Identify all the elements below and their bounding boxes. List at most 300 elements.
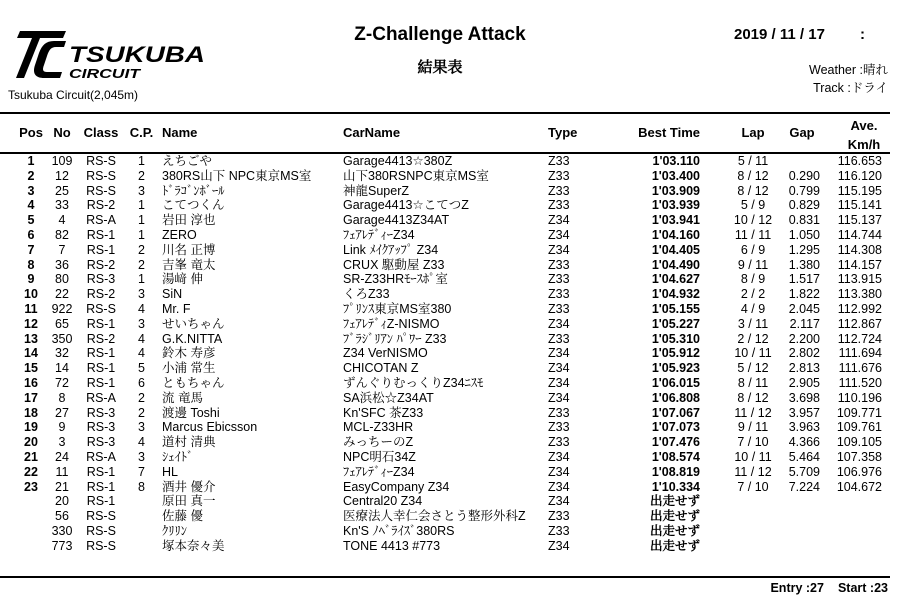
class-position-cell: 2 xyxy=(138,390,145,405)
driver-name-cell: 酒井 優介 xyxy=(162,479,216,494)
circuit-name: Tsukuba Circuit(2,045m) xyxy=(8,88,139,102)
gap-cell: 4.366 xyxy=(788,435,820,450)
top-rule xyxy=(0,112,890,114)
car-name-cell: EasyCompany Z34 xyxy=(343,479,450,494)
best-lap-cell: 8 / 12 xyxy=(737,183,769,198)
gap-cell: 2.200 xyxy=(788,331,820,346)
best-lap-cell: 9 / 11 xyxy=(737,420,769,435)
car-type-cell: Z34 xyxy=(548,227,570,242)
best-lap-cell: 8 / 11 xyxy=(737,375,769,390)
table-row xyxy=(0,302,900,317)
column-header-carname: CarName xyxy=(343,125,401,140)
class-cell: RS-1 xyxy=(86,316,116,331)
car-number-cell: 773 xyxy=(51,538,73,553)
class-position-cell xyxy=(128,524,155,539)
driver-name-cell: ｸﾘﾘﾝ xyxy=(162,523,188,538)
average-speed-cell: 109.105 xyxy=(836,435,882,450)
car-number-cell: 9 xyxy=(58,420,66,435)
car-type-cell: Z33 xyxy=(548,183,570,198)
driver-name-cell: 380RS山下 NPC東京MS室 xyxy=(162,168,312,183)
best-lap-cell xyxy=(724,509,782,524)
position-cell: 1 xyxy=(27,154,35,168)
table-row xyxy=(0,198,900,213)
car-name-cell: Z34 VerNISMO xyxy=(343,346,428,361)
gap-cell xyxy=(782,524,820,539)
best-time-cell: 1'06.808 xyxy=(651,390,700,405)
class-position-cell: 4 xyxy=(138,346,145,361)
car-name-cell: ﾌﾟﾘﾝｽ東京MS室380 xyxy=(343,301,452,316)
class-position-cell: 2 xyxy=(138,405,145,420)
best-lap-cell: 8 / 12 xyxy=(737,168,769,183)
best-lap-cell: 4 / 9 xyxy=(740,301,766,316)
class-position-cell: 1 xyxy=(138,272,145,287)
best-lap-cell: 10 / 12 xyxy=(733,213,773,228)
class-position-cell: 1 xyxy=(138,213,145,228)
position-cell: 6 xyxy=(27,227,35,242)
position-cell: 11 xyxy=(24,301,38,316)
position-cell xyxy=(14,539,48,554)
car-name-cell: MCL-Z33HR xyxy=(343,420,414,435)
driver-name-cell: 鈴木 寿彦 xyxy=(162,346,216,361)
average-speed-cell: 111.676 xyxy=(838,361,882,376)
driver-name-cell: こてつくん xyxy=(162,198,225,213)
position-cell: 16 xyxy=(24,375,38,390)
car-type-cell: Z34 xyxy=(548,316,570,331)
car-type-cell: Z33 xyxy=(548,301,570,316)
class-position-cell: 2 xyxy=(138,168,145,183)
class-position-cell: 3 xyxy=(138,316,145,331)
gap-cell: 2.905 xyxy=(788,375,820,390)
average-speed-cell xyxy=(826,524,882,539)
car-type-cell: Z34 xyxy=(548,538,570,553)
car-name-cell: TONE 4413 #773 xyxy=(343,538,441,553)
best-lap-cell: 8 / 12 xyxy=(737,390,769,405)
gap-cell: 1.517 xyxy=(788,272,820,287)
car-name-cell: CHICOTAN Z xyxy=(343,361,419,376)
column-header-lap: Lap xyxy=(741,125,765,140)
gap-cell: 0.290 xyxy=(788,168,820,183)
class-position-cell: 4 xyxy=(138,331,145,346)
class-cell: RS-S xyxy=(86,168,116,183)
gap-cell: 0.831 xyxy=(788,213,820,228)
best-time-cell: 1'05.912 xyxy=(651,346,700,361)
logo-wordmark-tsukuba: TSUKUBA xyxy=(69,42,205,67)
column-header-no: No xyxy=(53,125,71,140)
class-position-cell: 1 xyxy=(138,154,145,168)
class-position-cell: 8 xyxy=(138,479,145,494)
car-name-cell: ﾌｪｱﾚﾃﾞｨｰZ34 xyxy=(343,464,415,479)
average-speed-cell: 109.771 xyxy=(836,405,882,420)
car-number-cell: 33 xyxy=(55,198,69,213)
average-speed-cell: 107.358 xyxy=(836,449,882,464)
gap-cell xyxy=(782,494,820,509)
position-cell: 2 xyxy=(27,168,35,183)
car-type-cell: Z33 xyxy=(548,523,570,538)
best-time-cell: 1'07.476 xyxy=(651,435,700,450)
gap-cell: 0.799 xyxy=(788,183,820,198)
best-lap-cell: 2 / 2 xyxy=(740,287,766,302)
car-number-cell: 20 xyxy=(55,494,69,509)
best-time-cell: 1'10.334 xyxy=(651,479,700,494)
best-time-cell: 1'05.310 xyxy=(651,331,700,346)
table-row xyxy=(0,494,900,509)
best-time-cell: 出走せず xyxy=(649,509,700,524)
car-number-cell: 11 xyxy=(55,464,69,479)
driver-name-cell: HL xyxy=(162,464,178,479)
best-lap-cell: 5 / 9 xyxy=(740,198,766,213)
gap-cell: 2.117 xyxy=(789,316,820,331)
class-cell: RS-3 xyxy=(86,272,116,287)
table-row xyxy=(0,228,900,243)
bottom-rule xyxy=(0,576,890,578)
best-time-cell: 出走せず xyxy=(649,538,700,553)
car-number-cell: 330 xyxy=(51,523,73,538)
class-position-cell: 7 xyxy=(138,464,145,479)
class-position-cell: 3 xyxy=(138,287,145,302)
best-lap-cell xyxy=(724,524,782,539)
class-position-cell: 3 xyxy=(138,420,145,435)
average-speed-cell xyxy=(826,494,882,509)
gap-cell: 5.709 xyxy=(788,464,820,479)
table-row xyxy=(0,480,900,495)
car-type-cell: Z34 xyxy=(548,361,570,376)
table-row xyxy=(0,317,900,332)
class-position-cell: 2 xyxy=(138,257,145,272)
driver-name-cell: SiN xyxy=(162,287,183,302)
car-name-cell: Link ﾒｲｸｱｯﾌﾟ Z34 xyxy=(343,242,439,257)
class-position-cell: 1 xyxy=(138,198,145,213)
driver-name-cell: えちごや xyxy=(162,154,213,168)
best-lap-cell: 8 / 9 xyxy=(740,272,766,287)
class-cell: RS-1 xyxy=(86,479,116,494)
best-lap-cell: 11 / 12 xyxy=(734,405,772,420)
average-speed-cell: 111.694 xyxy=(838,346,882,361)
event-title: Z-Challenge Attack xyxy=(354,24,526,45)
tsukuba-circuit-logo xyxy=(8,28,208,82)
class-position-cell: 6 xyxy=(138,375,145,390)
car-number-cell: 7 xyxy=(58,242,66,257)
driver-name-cell: ﾄﾞﾗｺﾞﾝﾎﾞｰﾙ xyxy=(162,183,225,198)
average-speed-cell: 110.196 xyxy=(837,390,882,405)
car-number-cell: 350 xyxy=(51,331,73,346)
best-lap-cell: 11 / 11 xyxy=(734,227,772,242)
driver-name-cell: ともちゃん xyxy=(162,375,225,390)
gap-cell: 1.050 xyxy=(788,227,820,242)
average-speed-cell: 114.308 xyxy=(837,242,882,257)
table-row xyxy=(0,376,900,391)
gap-cell xyxy=(782,539,820,554)
car-number-cell: 27 xyxy=(55,405,69,420)
start-count: Start :23 xyxy=(837,581,888,595)
position-cell: 10 xyxy=(24,287,38,302)
gap-cell: 3.698 xyxy=(788,390,820,405)
table-row xyxy=(0,169,900,184)
average-speed-cell: 104.672 xyxy=(836,479,882,494)
column-header-ave: Ave. xyxy=(850,118,878,133)
driver-name-cell: 道村 清典 xyxy=(162,435,216,450)
car-type-cell: Z34 xyxy=(548,242,570,257)
average-speed-cell: 114.157 xyxy=(837,257,882,272)
best-lap-cell xyxy=(724,494,782,509)
car-name-cell: Central20 Z34 xyxy=(343,494,423,509)
table-row xyxy=(0,243,900,258)
car-number-cell: 56 xyxy=(55,509,69,524)
column-header-kmh: Km/h xyxy=(847,137,881,152)
class-position-cell: 3 xyxy=(138,183,145,198)
table-row xyxy=(0,406,900,421)
table-row xyxy=(0,524,900,539)
best-time-cell: 1'05.923 xyxy=(651,361,700,376)
driver-name-cell: Marcus Ebicsson xyxy=(162,420,258,435)
car-number-cell: 72 xyxy=(55,375,69,390)
average-speed-cell: 113.380 xyxy=(837,287,882,302)
car-type-cell: Z34 xyxy=(548,213,570,228)
average-speed-cell: 113.915 xyxy=(837,272,882,287)
car-type-cell: Z34 xyxy=(548,449,570,464)
class-cell: RS-1 xyxy=(86,346,116,361)
class-position-cell: 3 xyxy=(138,449,145,464)
position-cell: 22 xyxy=(24,464,38,479)
best-time-cell: 1'03.909 xyxy=(651,183,700,198)
class-cell: RS-S xyxy=(86,301,116,316)
position-cell: 5 xyxy=(27,213,35,228)
position-cell: 17 xyxy=(24,390,38,405)
position-cell: 12 xyxy=(24,316,38,331)
car-type-cell: Z33 xyxy=(548,405,570,420)
table-row xyxy=(0,272,900,287)
class-cell: RS-3 xyxy=(86,420,116,435)
class-cell: RS-S xyxy=(86,523,116,538)
car-name-cell: Garage4413☆こてつZ xyxy=(343,198,469,213)
class-position-cell xyxy=(128,509,155,524)
class-cell: RS-S xyxy=(86,183,116,198)
class-cell: RS-3 xyxy=(86,435,116,450)
table-row xyxy=(0,184,900,199)
table-row xyxy=(0,391,900,406)
average-speed-cell xyxy=(826,509,882,524)
car-name-cell: Garage4413☆380Z xyxy=(343,154,453,168)
position-cell: 23 xyxy=(24,479,38,494)
best-lap-cell: 11 / 12 xyxy=(734,464,772,479)
car-name-cell: Garage4413Z34AT xyxy=(343,213,450,228)
best-time-cell: 1'07.067 xyxy=(651,405,700,420)
class-position-cell: 4 xyxy=(138,301,145,316)
results-table xyxy=(0,154,900,554)
best-time-cell: 1'08.574 xyxy=(651,449,700,464)
column-header-name: Name xyxy=(162,125,198,140)
best-time-cell: 1'03.941 xyxy=(651,213,700,228)
car-number-cell: 24 xyxy=(55,449,69,464)
car-type-cell: Z33 xyxy=(548,331,570,346)
driver-name-cell: 原田 真一 xyxy=(162,494,216,509)
entry-summary xyxy=(770,580,888,596)
position-cell: 8 xyxy=(27,257,35,272)
best-lap-cell: 2 / 12 xyxy=(737,331,769,346)
best-time-cell: 1'03.110 xyxy=(652,154,700,168)
gap-cell: 1.295 xyxy=(788,242,820,257)
car-type-cell: Z34 xyxy=(548,494,570,509)
position-cell xyxy=(14,494,48,509)
driver-name-cell: ｼｪｲﾄﾞ xyxy=(162,449,194,464)
car-number-cell: 12 xyxy=(55,168,69,183)
car-name-cell: ﾌｪｱﾚﾃﾞｨZ-NISMO xyxy=(343,316,440,331)
class-position-cell xyxy=(128,494,155,509)
car-name-cell: SA浜松☆Z34AT xyxy=(343,390,434,405)
class-cell: RS-A xyxy=(86,213,116,228)
table-row xyxy=(0,287,900,302)
table-row xyxy=(0,450,900,465)
car-type-cell: Z33 xyxy=(548,198,570,213)
car-type-cell: Z33 xyxy=(548,154,570,168)
car-type-cell: Z33 xyxy=(548,168,570,183)
class-cell: RS-1 xyxy=(86,494,116,509)
best-time-cell: 1'04.160 xyxy=(651,227,700,242)
driver-name-cell: 佐藤 優 xyxy=(162,509,203,524)
best-lap-cell: 10 / 11 xyxy=(734,449,772,464)
position-cell: 9 xyxy=(27,272,35,287)
car-type-cell: Z33 xyxy=(548,435,570,450)
class-cell: RS-A xyxy=(86,449,116,464)
position-cell: 15 xyxy=(24,361,38,376)
car-type-cell: Z33 xyxy=(548,420,570,435)
gap-cell: 3.957 xyxy=(788,405,820,420)
table-row xyxy=(0,361,900,376)
table-row xyxy=(0,213,900,228)
car-name-cell: ﾌﾞﾗｼﾞﾘｱﾝ ﾊﾟﾜｰ Z33 xyxy=(343,331,447,346)
car-name-cell: ずんぐりむっくりZ34ﾆｽﾓ xyxy=(343,375,484,390)
best-time-cell: 出走せず xyxy=(649,494,700,509)
table-row xyxy=(0,154,900,169)
average-speed-cell: 115.141 xyxy=(837,198,882,213)
average-speed-cell xyxy=(826,539,882,554)
driver-name-cell: 湯﨑 伸 xyxy=(162,272,203,287)
car-name-cell: Kn'S ﾉﾍﾞﾗｲｽﾞ380RS xyxy=(343,523,455,538)
car-number-cell: 14 xyxy=(55,361,69,376)
car-name-cell: CRUX 駆動屋 Z33 xyxy=(343,257,445,272)
table-row xyxy=(0,346,900,361)
entry-count: Entry :27 xyxy=(770,581,824,595)
car-name-cell: 山下380RSNPC東京MS室 xyxy=(343,168,489,183)
position-cell: 18 xyxy=(24,405,38,420)
class-position-cell: 5 xyxy=(138,361,145,376)
gap-cell: 1.822 xyxy=(788,287,820,302)
results-subtitle: 結果表 xyxy=(417,59,463,76)
car-name-cell: 神龍SuperZ xyxy=(343,183,409,198)
best-time-cell: 1'06.015 xyxy=(651,375,700,390)
class-cell: RS-S xyxy=(86,538,116,553)
car-type-cell: Z33 xyxy=(548,509,570,524)
class-position-cell: 4 xyxy=(138,435,145,450)
car-name-cell: NPC明石34Z xyxy=(343,449,416,464)
driver-name-cell: 塚本奈々美 xyxy=(162,538,225,553)
best-lap-cell: 6 / 9 xyxy=(740,242,766,257)
table-row xyxy=(0,435,900,450)
average-speed-cell: 116.653 xyxy=(837,154,882,168)
best-lap-cell: 10 / 11 xyxy=(734,346,772,361)
average-speed-cell: 115.195 xyxy=(837,183,882,198)
best-time-cell: 1'04.627 xyxy=(651,272,700,287)
best-time-cell: 1'03.400 xyxy=(651,168,700,183)
driver-name-cell: せいちゃん xyxy=(162,316,225,331)
average-speed-cell: 111.520 xyxy=(838,375,882,390)
gap-cell: 2.045 xyxy=(788,301,820,316)
column-header-gap: Gap xyxy=(789,125,815,140)
driver-name-cell: 小浦 常生 xyxy=(162,361,216,376)
car-number-cell: 65 xyxy=(55,316,69,331)
gap-cell: 2.813 xyxy=(788,361,820,376)
position-cell: 21 xyxy=(24,449,38,464)
car-number-cell: 22 xyxy=(55,287,69,302)
class-cell: RS-A xyxy=(86,390,116,405)
best-time-cell: 1'07.073 xyxy=(651,420,700,435)
best-lap-cell: 7 / 10 xyxy=(737,435,769,450)
class-cell: RS-1 xyxy=(86,375,116,390)
class-cell: RS-1 xyxy=(86,242,116,257)
car-number-cell: 25 xyxy=(55,183,69,198)
driver-name-cell: 川名 正博 xyxy=(162,242,216,257)
car-number-cell: 80 xyxy=(55,272,69,287)
class-cell: RS-1 xyxy=(86,361,116,376)
position-cell: 4 xyxy=(27,198,35,213)
driver-name-cell: Mr. F xyxy=(162,301,191,316)
best-time-cell: 出走せず xyxy=(649,523,700,538)
car-type-cell: Z33 xyxy=(548,287,570,302)
event-date: 2019 / 11 / 17 xyxy=(734,26,825,43)
best-time-cell: 1'03.939 xyxy=(651,198,700,213)
gap-cell: 2.802 xyxy=(788,346,820,361)
class-position-cell: 1 xyxy=(138,227,145,242)
average-speed-cell: 109.761 xyxy=(836,420,882,435)
car-number-cell: 4 xyxy=(58,213,66,228)
column-header-type: Type xyxy=(548,125,578,140)
logo-t-bar xyxy=(17,31,66,38)
best-lap-cell: 9 / 11 xyxy=(737,257,769,272)
car-number-cell: 8 xyxy=(58,390,66,405)
driver-name-cell: 流 竜馬 xyxy=(162,390,203,405)
car-type-cell: Z34 xyxy=(548,479,570,494)
class-position-cell xyxy=(128,539,155,554)
car-type-cell: Z34 xyxy=(548,346,570,361)
gap-cell: 3.963 xyxy=(788,420,820,435)
average-speed-cell: 112.992 xyxy=(837,301,882,316)
average-speed-cell: 112.724 xyxy=(837,331,882,346)
event-time: : xyxy=(860,26,865,43)
car-name-cell: みっちーのZ xyxy=(343,435,414,450)
class-cell: RS-S xyxy=(86,154,116,168)
driver-name-cell: G.K.NITTA xyxy=(162,331,223,346)
logo-c-curve xyxy=(34,41,66,78)
class-cell: RS-2 xyxy=(86,257,116,272)
driver-name-cell: 吉峯 竜太 xyxy=(162,257,216,272)
column-header-pos: Pos xyxy=(19,125,43,140)
table-row xyxy=(0,539,900,554)
gap-cell: 7.224 xyxy=(788,479,820,494)
driver-name-cell: 渡邊 Toshi xyxy=(162,405,220,420)
average-speed-cell: 112.867 xyxy=(837,316,882,331)
class-position-cell: 2 xyxy=(138,242,145,257)
position-cell: 13 xyxy=(24,331,38,346)
car-number-cell: 36 xyxy=(55,257,69,272)
car-number-cell: 21 xyxy=(55,479,69,494)
position-cell: 7 xyxy=(27,242,35,257)
car-number-cell: 82 xyxy=(55,227,69,242)
car-type-cell: Z33 xyxy=(548,272,570,287)
best-lap-cell: 7 / 10 xyxy=(737,479,769,494)
average-speed-cell: 114.744 xyxy=(837,227,882,242)
car-name-cell: SR-Z33HRﾓｰｽﾎﾟ室 xyxy=(343,272,448,287)
car-number-cell: 32 xyxy=(55,346,69,361)
gap-cell xyxy=(782,154,820,169)
